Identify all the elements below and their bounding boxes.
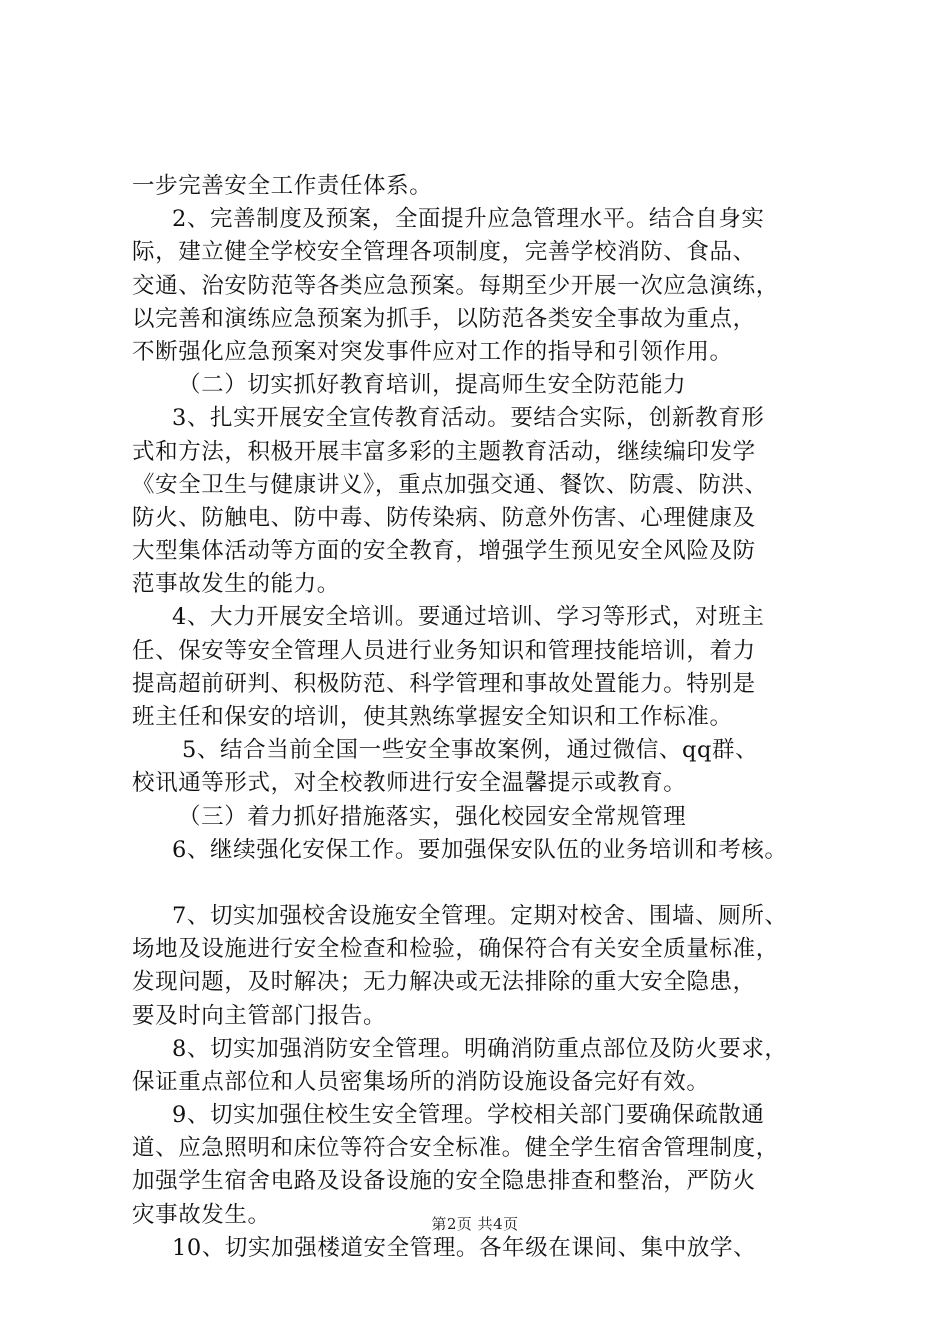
text-line: 提高超前研判、积极防范、科学管理和事故处置能力。特别是: [132, 670, 756, 697]
text-line: （三）着力抓好措施落实，强化校园安全常规管理: [178, 803, 687, 830]
text-line: 校讯通等形式，对全校教师进行安全温馨提示或教育。: [132, 770, 687, 797]
text-line: 任、保安等安全管理人员进行业务知识和管理技能培训，着力: [132, 637, 756, 664]
text-line: 《安全卫生与健康讲义》，重点加强交通、餐饮、防震、防洪、: [132, 471, 768, 498]
text-line: 9、切实加强住校生安全管理。学校相关部门要确保疏散通: [172, 1102, 765, 1129]
text-line: 场地及设施进行安全检查和检验，确保符合有关安全质量标准，: [132, 936, 779, 963]
text-line: 7、切实加强校舍设施安全管理。定期对校舍、围墙、厕所、: [172, 902, 788, 929]
text-line: 大型集体活动等方面的安全教育，增强学生预见安全风险及防: [132, 538, 756, 565]
text-line: 6、继续强化安保工作。要加强保安队伍的业务培训和考核。: [172, 836, 788, 863]
text-line: 式和方法，积极开展丰富多彩的主题教育活动，继续编印发学: [132, 438, 756, 465]
text-line: 保证重点部位和人员密集场所的消防设施设备完好有效。: [132, 1068, 710, 1095]
page-footer: 第2页 共4页: [431, 1215, 519, 1233]
text-line: 发现问题，及时解决；无力解决或无法排除的重大安全隐患，: [132, 969, 756, 996]
text-line: 2、完善制度及预案，全面提升应急管理水平。结合自身实: [172, 206, 765, 233]
text-line: 要及时向主管部门报告。: [132, 1002, 387, 1029]
text-line: 灾事故发生。: [132, 1201, 271, 1228]
text-line: 际，建立健全学校安全管理各项制度，完善学校消防、食品、: [132, 239, 756, 266]
text-line: （二）切实抓好教育培训，提高师生安全防范能力: [178, 372, 687, 399]
text-line: 防火、防触电、防中毒、防传染病、防意外伤害、心理健康及: [132, 504, 756, 531]
text-line: 4、大力开展安全培训。要通过培训、学习等形式，对班主: [172, 604, 765, 631]
text-line: 不断强化应急预案对突发事件应对工作的指导和引领作用。: [132, 338, 733, 365]
text-line: 一步完善安全工作责任体系。: [132, 173, 433, 199]
text-line: 班主任和保安的培训，使其熟练掌握安全知识和工作标准。: [132, 704, 733, 730]
text-line: 交通、治安防范等各类应急预案。每期至少开展一次应急演练，: [132, 272, 779, 299]
document-body: [132, 170, 832, 1265]
text-line: 8、切实加强消防安全管理。明确消防重点部位及防火要求，: [172, 1035, 788, 1062]
text-line: 以完善和演练应急预案为抓手，以防范各类安全事故为重点，: [132, 305, 756, 332]
text-line: 加强学生宿舍电路及设备设施的安全隐患排查和整治，严防火: [132, 1168, 756, 1195]
text-line: 10、切实加强楼道安全管理。各年级在课间、集中放学、: [172, 1234, 757, 1261]
text-line: 5、结合当前全国一些安全事故案例，通过微信、qq群、: [182, 737, 759, 764]
text-line: 道、应急照明和床位等符合安全标准。健全学生宿舍管理制度，: [132, 1135, 779, 1162]
text-line: 3、扎实开展安全宣传教育活动。要结合实际，创新教育形: [172, 405, 765, 432]
text-line: 范事故发生的能力。: [132, 571, 340, 598]
